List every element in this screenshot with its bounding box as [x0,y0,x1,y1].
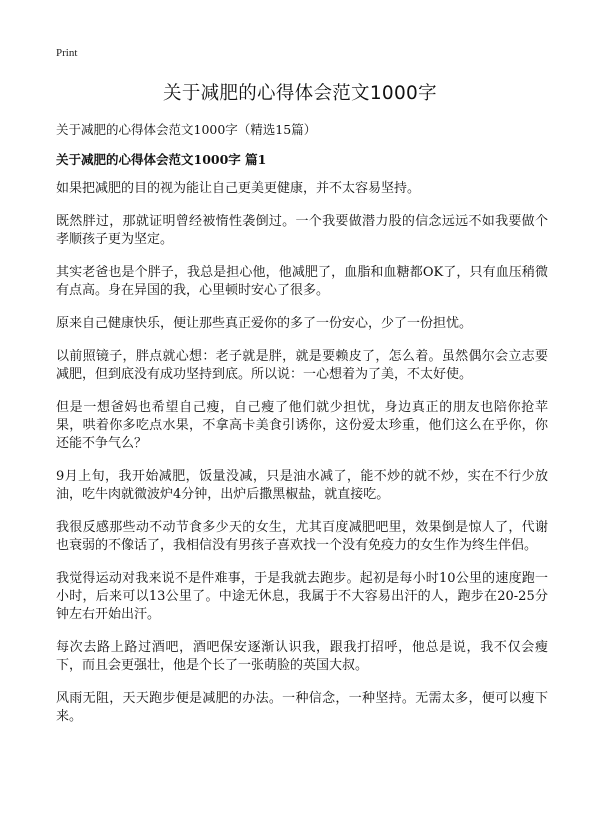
paragraph: 我很反感那些动不动节食多少天的女生，尤其百度减肥吧里，效果倒是惊人了，代谢也衰弱的不像话了，我相信没有男孩子喜欢找一个没有免疫力的女生作为终生伴侣。 [56,520,548,553]
paragraph: 既然胖过，那就证明曾经被惰性袭倒过。一个我要做潜力股的信念远远不如我要做个孝顺孩子更为坚定。 [56,214,548,247]
page-title: 关于减肥的心得体会范文1000字 [163,83,437,104]
print-link[interactable]: Print [56,47,78,59]
paragraph: 如果把减肥的目的视为能让自己更美更健康，并不太容易坚持。 [56,181,421,196]
paragraph: 但是一想爸妈也希望自己瘦，自己瘦了他们就少担忧，身边真正的朋友也陪你抢苹果，哄着你多吃点水果，不拿高卡美食引诱你，这份爱太珍重，他们这么在乎你，你还能不争气么？ [56,400,548,451]
section-heading: 关于减肥的心得体会范文1000字 篇1 [56,152,267,167]
document-subtitle: 关于减肥的心得体会范文1000字（精选15篇） [56,122,317,137]
article-body [56,180,548,741]
paragraph: 9月上旬，我开始减肥，饭量没减，只是油水减了，能不炒的就不炒，实在不行少放油，吃牛肉就微波炉4分钟，出炉后撒黑椒盐，就直接吃。 [56,469,548,502]
paragraph: 我觉得运动对我来说不是件难事，于是我就去跑步。起初是每小时10公里的速度跑一小时，后来可以13公里了。中途无休息，我属于不大容易出汗的人，跑步在20-25分钟左右开始出汗。 [56,571,548,622]
paragraph: 风雨无阻，天天跑步便是减肥的办法。一种信念，一种坚持。无需太多，便可以瘦下来。 [56,691,548,724]
paragraph: 原来自己健康快乐，便让那些真正爱你的多了一份安心，少了一份担忧。 [56,316,473,331]
paragraph: 其实老爸也是个胖子，我总是担心他，他减肥了，血脂和血糖都OK了，只有血压稍微有点高。身在异国的我，心里顿时安心了很多。 [56,265,548,298]
paragraph: 每次去路上路过酒吧，酒吧保安逐渐认识我，跟我打招呼，他总是说，我不仅会瘦下，而且会更强壮，他是个长了一张萌脸的英国大叔。 [56,640,548,673]
paragraph: 以前照镜子，胖点就心想：老子就是胖，就是要赖皮了，怎么着。虽然偶尔会立志要减肥，但到底没有成功坚持到底。所以说：一心想着为了美，不太好使。 [56,349,548,382]
